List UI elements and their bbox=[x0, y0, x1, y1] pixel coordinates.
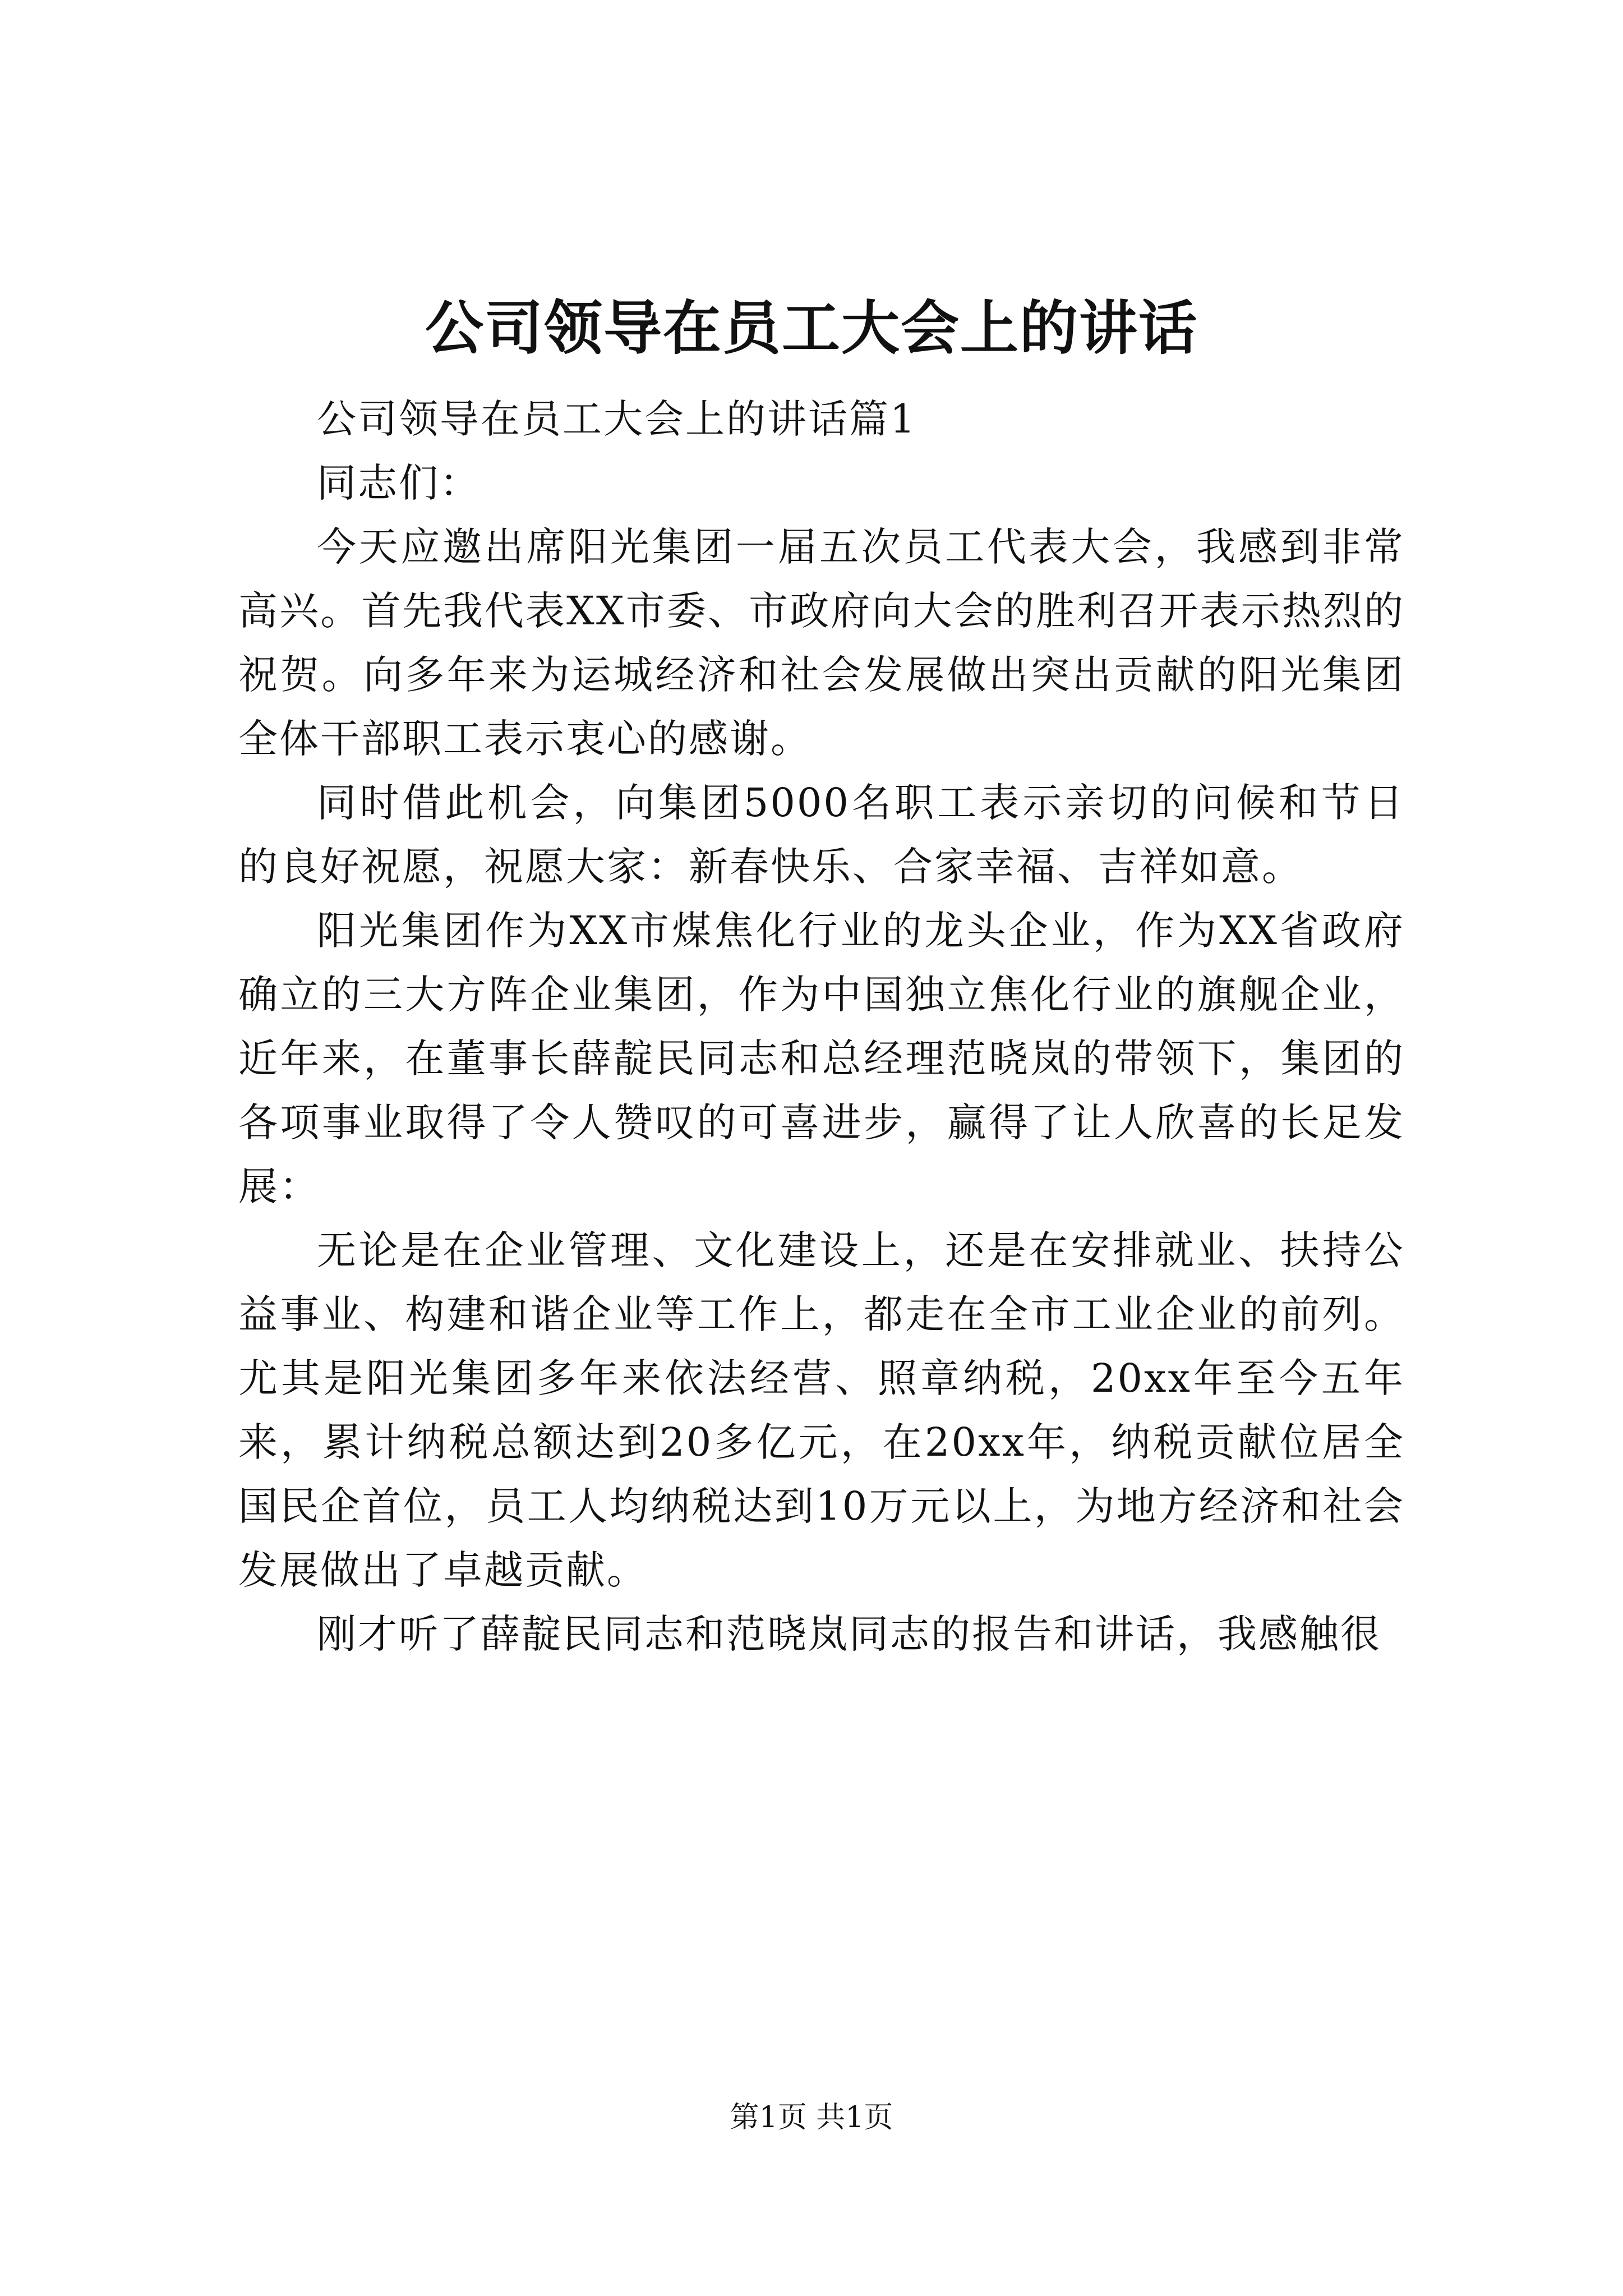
body-paragraph: 同时借此机会，向集团5000名职工表示亲切的问候和节日的良好祝愿，祝愿大家：新春快乐、合家幸福、吉祥如意。 bbox=[238, 780, 1405, 890]
page-footer: 第1页 共1页 bbox=[730, 2101, 893, 2134]
salutation: 同志们： bbox=[317, 460, 481, 506]
body-paragraph: 无论是在企业管理、文化建设上，还是在安排就业、扶持公益事业、构建和谐企业等工作上，都走在全市工业企业的前列。尤其是阳光集团多年来依法经营、照章纳税，20xx年至今五年来，累计纳税总额达到20多亿元，在20xx年，纳税贡献位居全国民企首位，员工人均纳税达到10万元以上，为地方经济和社会发展做出了卓越贡献。 bbox=[238, 1227, 1405, 1593]
body-paragraph: 刚才听了薛靛民同志和范晓岚同志的报告和讲话，我感触很 bbox=[317, 1611, 1381, 1657]
body-paragraph: 今天应邀出席阳光集团一届五次员工代表大会，我感到非常高兴。首先我代表XX市委、市政府向大会的胜利召开表示热烈的祝贺。向多年来为运城经济和社会发展做出突出贡献的阳光集团全体干部职工表示衷心的感谢。 bbox=[238, 524, 1405, 762]
section-heading: 公司领导在员工大会上的讲话篇1 bbox=[317, 396, 917, 442]
document-title: 公司领导在员工大会上的讲话 bbox=[425, 293, 1198, 362]
document-body bbox=[238, 387, 1405, 1666]
body-paragraph: 阳光集团作为XX市煤焦化行业的龙头企业，作为XX省政府确立的三大方阵企业集团，作为中国独立焦化行业的旗舰企业，近年来，在董事长薛靛民同志和总经理范晓岚的带领下，集团的各项事业取得了令人赞叹的可喜进步，赢得了让人欣喜的长足发展： bbox=[238, 908, 1405, 1209]
